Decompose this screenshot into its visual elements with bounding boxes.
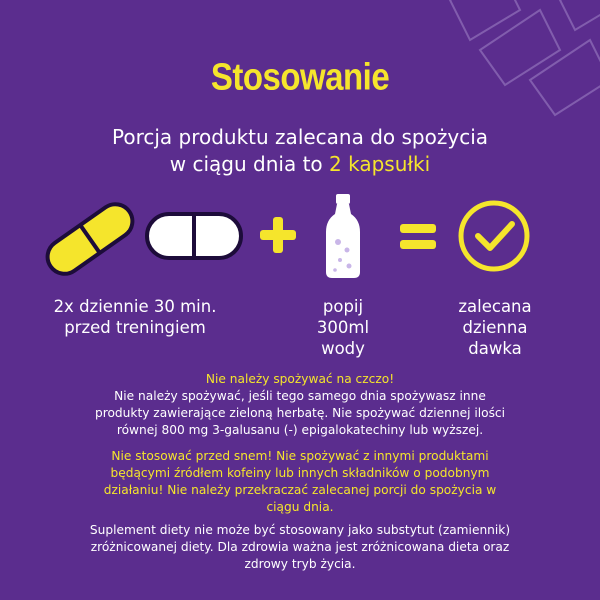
warning-empty-stomach: Nie należy spożywać na czczo! <box>205 372 395 386</box>
capsule-white-icon <box>143 208 245 264</box>
subtitle-prefix: w ciągu dnia to <box>169 152 330 176</box>
plus-icon <box>258 215 298 255</box>
result-step-line-3: dawka <box>468 339 522 358</box>
page-title: Stosowanie <box>210 55 390 98</box>
subtitle-line-1: Porcja produktu zalecana do spożycia <box>111 125 488 149</box>
warning-sleep <box>0 448 600 516</box>
warning-green-tea-line: produkty zawierające zieloną herbatę. Nie spożywać dziennej ilości <box>94 406 506 420</box>
capsule-step-line-1: 2x dziennie 30 min. <box>53 297 217 316</box>
warning-sleep-line: ciągu dnia. <box>266 500 334 514</box>
diet-disclaimer-line: zróżnicowanej diety. Dla zdrowia ważna jest zróżnicowana dieta oraz <box>90 540 510 554</box>
warning-green-tea <box>0 388 600 439</box>
subtitle <box>0 124 600 178</box>
water-step-line-2: 300ml <box>316 318 370 337</box>
water-step-line-1: popij <box>322 297 364 316</box>
check-circle-icon <box>454 196 534 276</box>
warning-green-tea-line: równej 800 mg 3-galusanu (-) epigalokatechiny lub wyższej. <box>116 423 484 437</box>
warning-green-tea-line: Nie należy spożywać, jeśli tego samego dnia spożywasz inne <box>114 389 486 403</box>
warning-sleep-line: Nie stosować przed snem! Nie spożywać z innymi produktami <box>111 449 489 463</box>
subtitle-line-2 <box>0 151 600 178</box>
diet-disclaimer <box>0 522 600 573</box>
result-step-label <box>440 296 550 359</box>
water-bottle-icon <box>318 190 368 282</box>
result-step-line-2: dzienna <box>462 318 528 337</box>
warning-sleep-line: będącymi źródłem kofeiny lub innych składników o podobnym <box>110 466 490 480</box>
diet-disclaimer-line: zdrowy tryb życia. <box>244 557 356 571</box>
water-step-line-3: wody <box>321 339 365 358</box>
capsule-yellow-icon <box>34 198 146 280</box>
subtitle-highlight: 2 kapsułki <box>329 152 431 176</box>
capsule-step-label <box>20 296 250 338</box>
warning-sleep-line: działaniu! Nie należy przekraczać zalecanej porcji do spożycia w <box>103 483 497 497</box>
equals-icon <box>398 220 438 254</box>
water-step-label <box>293 296 393 359</box>
capsule-step-line-2: przed treningiem <box>64 318 206 337</box>
diet-disclaimer-line: Suplement diety nie może być stosowany jako substytut (zamiennik) <box>89 523 511 537</box>
result-step-line-1: zalecana <box>458 297 532 316</box>
